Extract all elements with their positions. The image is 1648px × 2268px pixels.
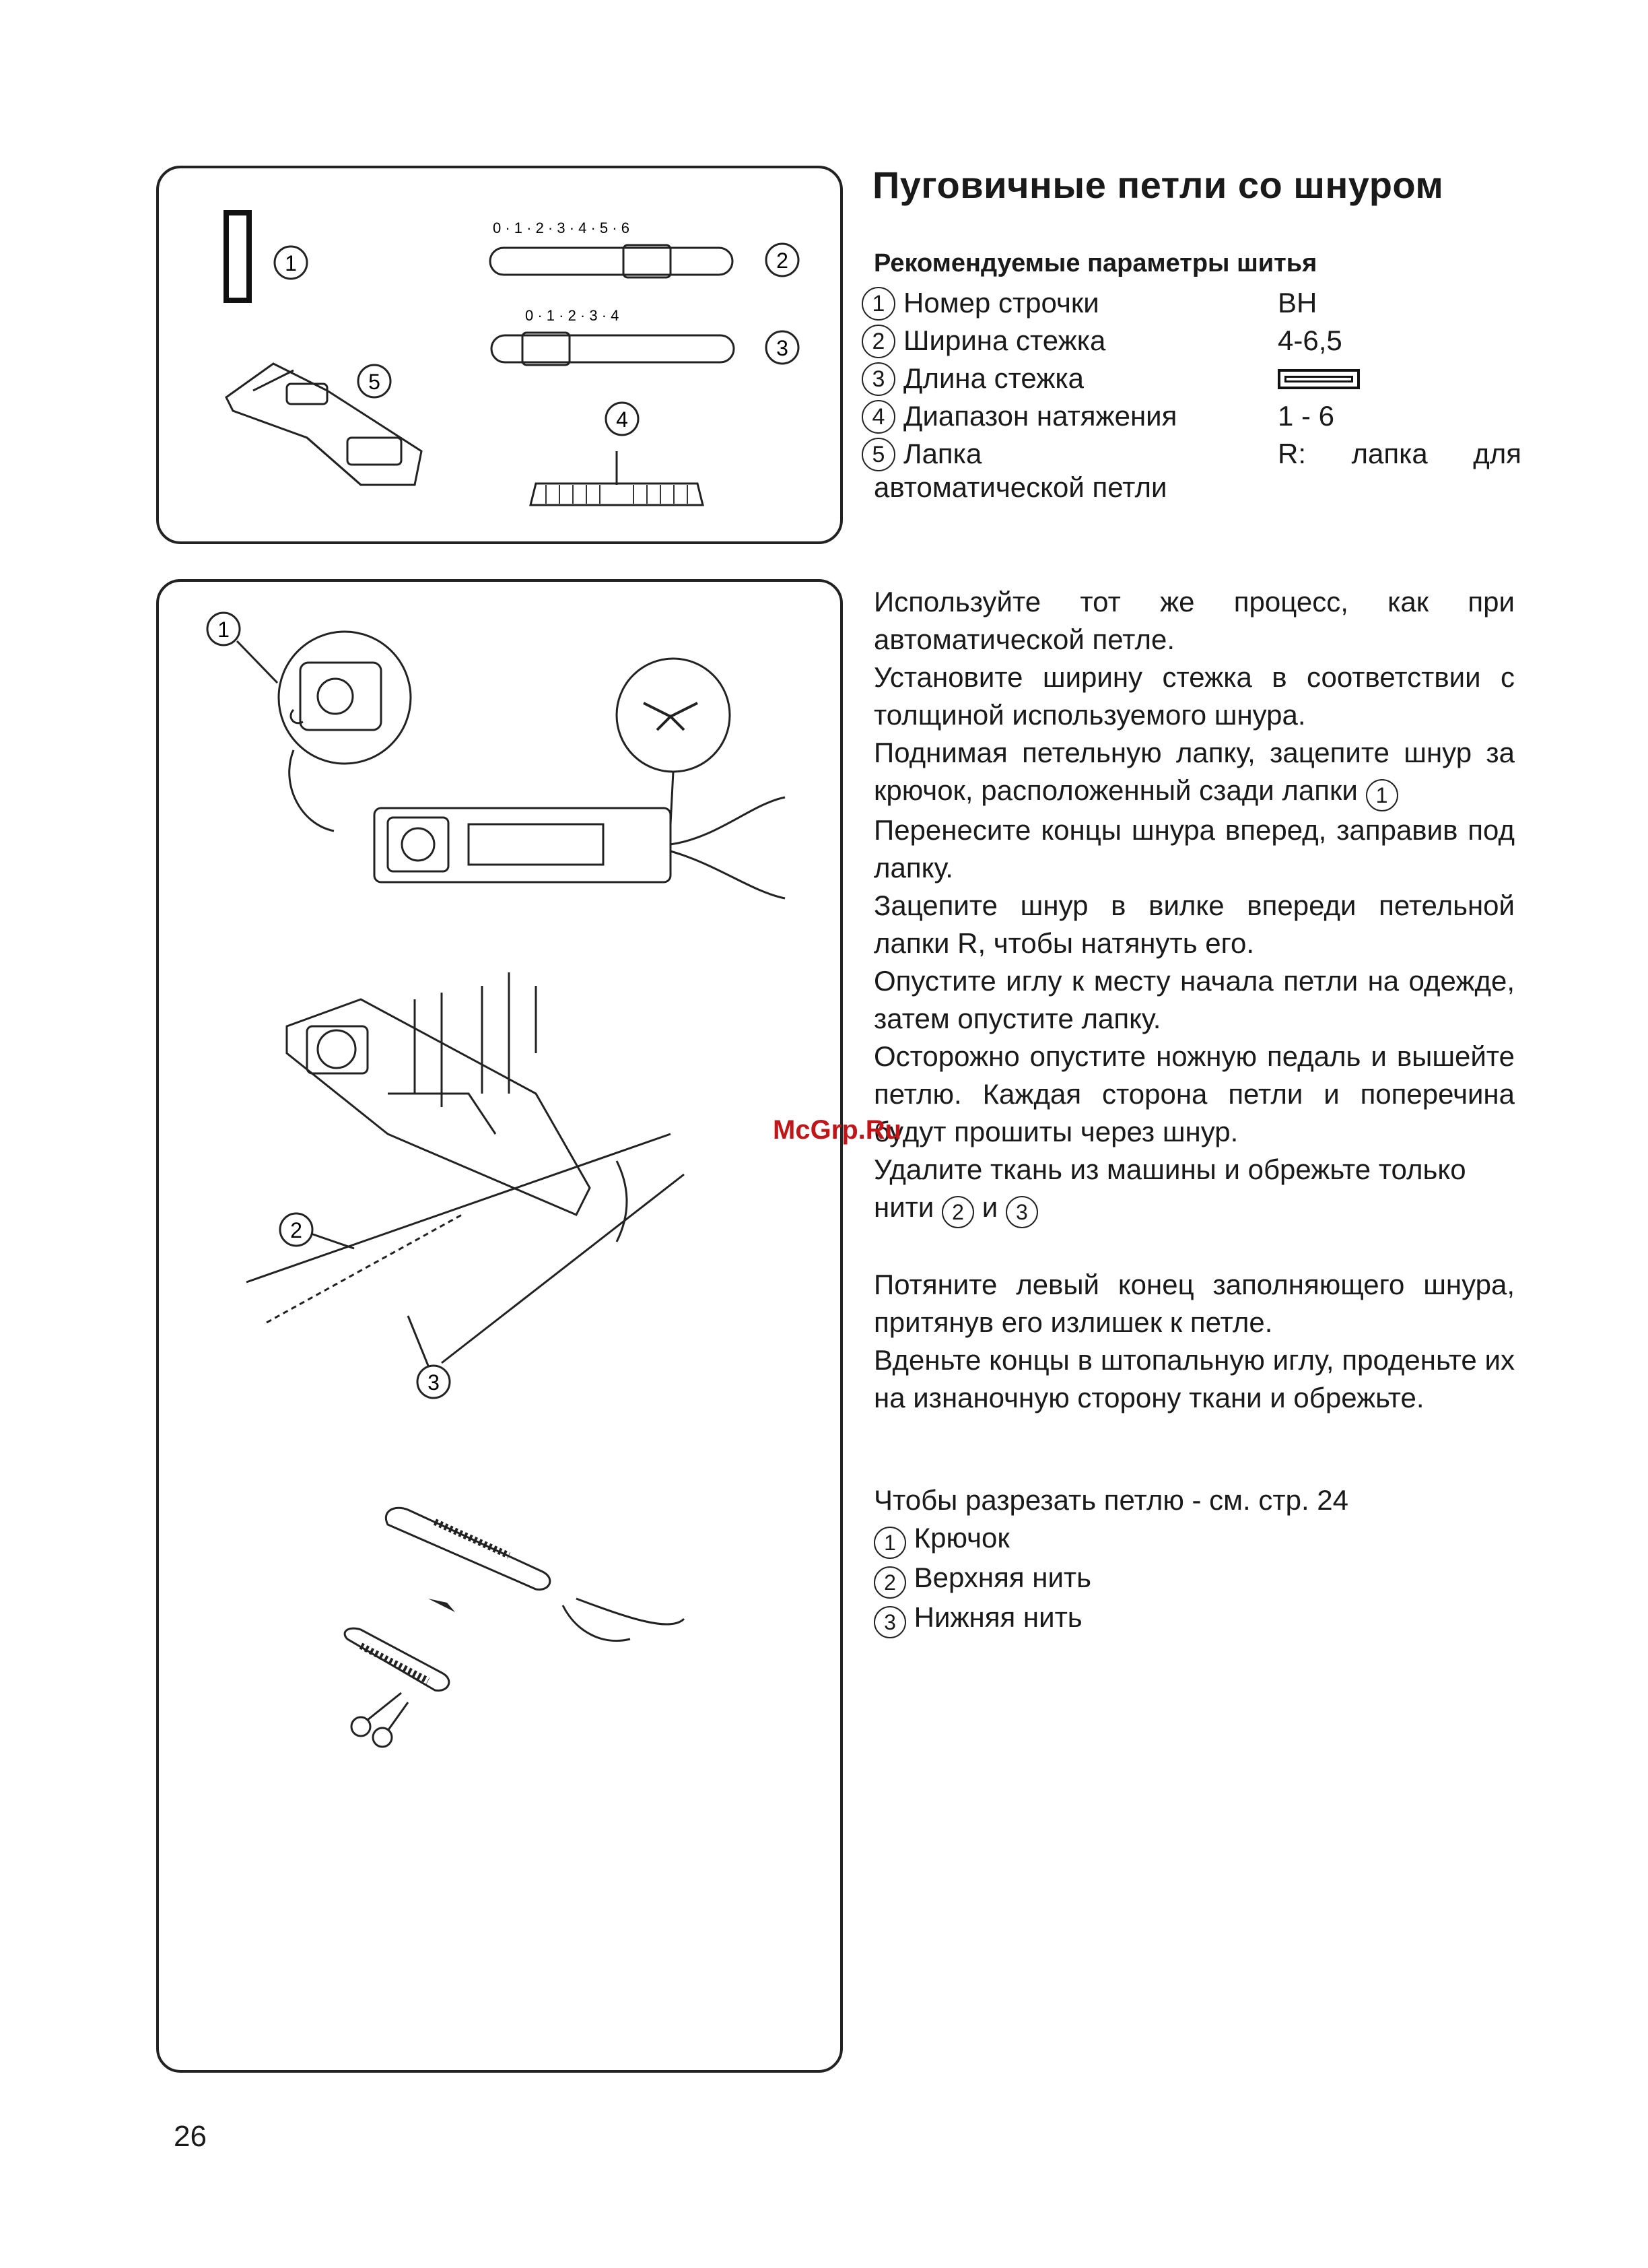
param-row-foot bbox=[862, 438, 1521, 475]
finished-buttonhole-icon bbox=[386, 1508, 684, 1640]
callout-5-label: 5 bbox=[368, 370, 380, 394]
sewing-assembly-icon bbox=[287, 972, 627, 1242]
param-label: Ширина стежка bbox=[903, 325, 1106, 356]
param-number: 3 bbox=[862, 362, 895, 396]
inline-callout: 3 bbox=[1006, 1196, 1038, 1228]
scissors-icon bbox=[351, 1693, 408, 1747]
callout-upper-thread-label: 2 bbox=[290, 1218, 302, 1242]
watermark: McGrp.Ru bbox=[773, 1115, 902, 1145]
buttonhole-pattern-icon bbox=[226, 213, 249, 300]
width-slider-track bbox=[490, 248, 732, 275]
param-value: BH bbox=[1278, 287, 1317, 319]
callout-1-label: 1 bbox=[285, 251, 297, 275]
legend bbox=[874, 1481, 1515, 1638]
hook-detail-magnifier bbox=[279, 632, 411, 764]
fork-detail-icon bbox=[644, 703, 697, 730]
tension-dial-icon bbox=[530, 483, 703, 505]
cut-note: Чтобы разрезать петлю - см. стр. 24 bbox=[874, 1484, 1349, 1516]
param-value: 1 - 6 bbox=[1278, 400, 1335, 432]
instructions bbox=[874, 583, 1515, 1417]
length-slider-track bbox=[491, 335, 734, 362]
procedure-illustration-frame bbox=[156, 579, 843, 2073]
param-label: Лапка bbox=[903, 438, 982, 469]
param-label: Длина стежка bbox=[903, 362, 1085, 394]
settings-illustration-frame bbox=[156, 166, 843, 544]
stitch-length-bar-icon bbox=[1278, 369, 1360, 389]
length-scale-label: 0 · 1 · 2 · 3 · 4 bbox=[525, 307, 619, 324]
callout-2-label: 2 bbox=[776, 248, 788, 273]
instruction-paragraph: Осторожно опустите ножную педаль и вышейте петлю. Каждая сторона петли и поперечина будут прошиты через шнур. bbox=[874, 1040, 1515, 1147]
procedure-illustration bbox=[159, 582, 840, 2070]
page-number: 26 bbox=[174, 2120, 207, 2153]
param-foot-continuation: автоматической петли bbox=[874, 471, 1167, 503]
param-number: 1 bbox=[862, 287, 895, 321]
param-label: Диапазон натяжения bbox=[903, 400, 1177, 432]
param-row-length bbox=[862, 362, 1521, 400]
width-scale-label: 0 · 1 · 2 · 3 · 4 · 5 · 6 bbox=[493, 220, 629, 236]
settings-illustration bbox=[159, 168, 840, 541]
param-number: 5 bbox=[862, 438, 895, 471]
param-row-tension bbox=[862, 400, 1521, 438]
param-value: 4-6,5 bbox=[1278, 325, 1342, 356]
instruction-paragraph: Поднимая петельную лапку, зацепите шнур за крючок, расположенный сзади лапки 1 bbox=[874, 734, 1515, 811]
cut-buttonhole-icon bbox=[345, 1628, 449, 1690]
param-row-pattern bbox=[862, 287, 1521, 325]
instruction-paragraph: Зацепите шнур в вилке впереди петельной лапки R, чтобы натянуть его. bbox=[874, 890, 1515, 959]
arrow-icon bbox=[428, 1599, 455, 1612]
legend-item: 2 Верхняя нить bbox=[874, 1559, 1515, 1599]
callout-4-label: 4 bbox=[616, 407, 628, 432]
instruction-paragraph: Удалите ткань из машины и обрежьте только нити 2 и 3 bbox=[874, 1151, 1515, 1228]
params-heading: Рекомендуемые параметры шитья bbox=[874, 249, 1317, 277]
inline-callout: 1 bbox=[1366, 779, 1398, 811]
instruction-paragraph: Опустите иглу к месту начала петли на одежде, затем опустите лапку. bbox=[874, 965, 1515, 1034]
buttonhole-foot-topview-icon bbox=[374, 797, 785, 898]
legend-item: 3 Нижняя нить bbox=[874, 1599, 1515, 1638]
width-slider-knob bbox=[623, 245, 671, 277]
callout-lower-thread-label: 3 bbox=[427, 1370, 440, 1395]
param-number: 2 bbox=[862, 325, 895, 358]
instruction-paragraph: Перенесите концы шнура вперед, заправив под лапку. bbox=[874, 814, 1515, 883]
param-value: R: лапка для bbox=[1278, 438, 1521, 469]
callout-3-label: 3 bbox=[776, 336, 788, 360]
instruction-paragraph: Установите ширину стежка в соответствии с толщиной используемого шнура. bbox=[874, 661, 1515, 731]
buttonhole-foot-icon bbox=[226, 364, 421, 485]
param-number: 4 bbox=[862, 400, 895, 434]
length-slider-knob bbox=[522, 333, 570, 365]
hook-detail-icon bbox=[291, 663, 381, 730]
callout-hook-label: 1 bbox=[217, 618, 230, 642]
legend-item: 1 Крючок bbox=[874, 1519, 1515, 1559]
page-title: Пуговичные петли со шнуром bbox=[872, 164, 1444, 206]
param-row-width bbox=[862, 325, 1521, 362]
instruction-paragraph: Потяните левый конец заполняющего шнура, притянув его излишек к петле. bbox=[874, 1269, 1515, 1338]
param-label: Номер строчки bbox=[903, 287, 1099, 319]
instruction-paragraph: Используйте тот же процесс, как при автоматической петле. bbox=[874, 586, 1515, 655]
instruction-paragraph: Вденьте концы в штопальную иглу, проденьте их на изнаночную сторону ткани и обрежьте. bbox=[874, 1344, 1515, 1413]
inline-callout: 2 bbox=[942, 1196, 974, 1228]
